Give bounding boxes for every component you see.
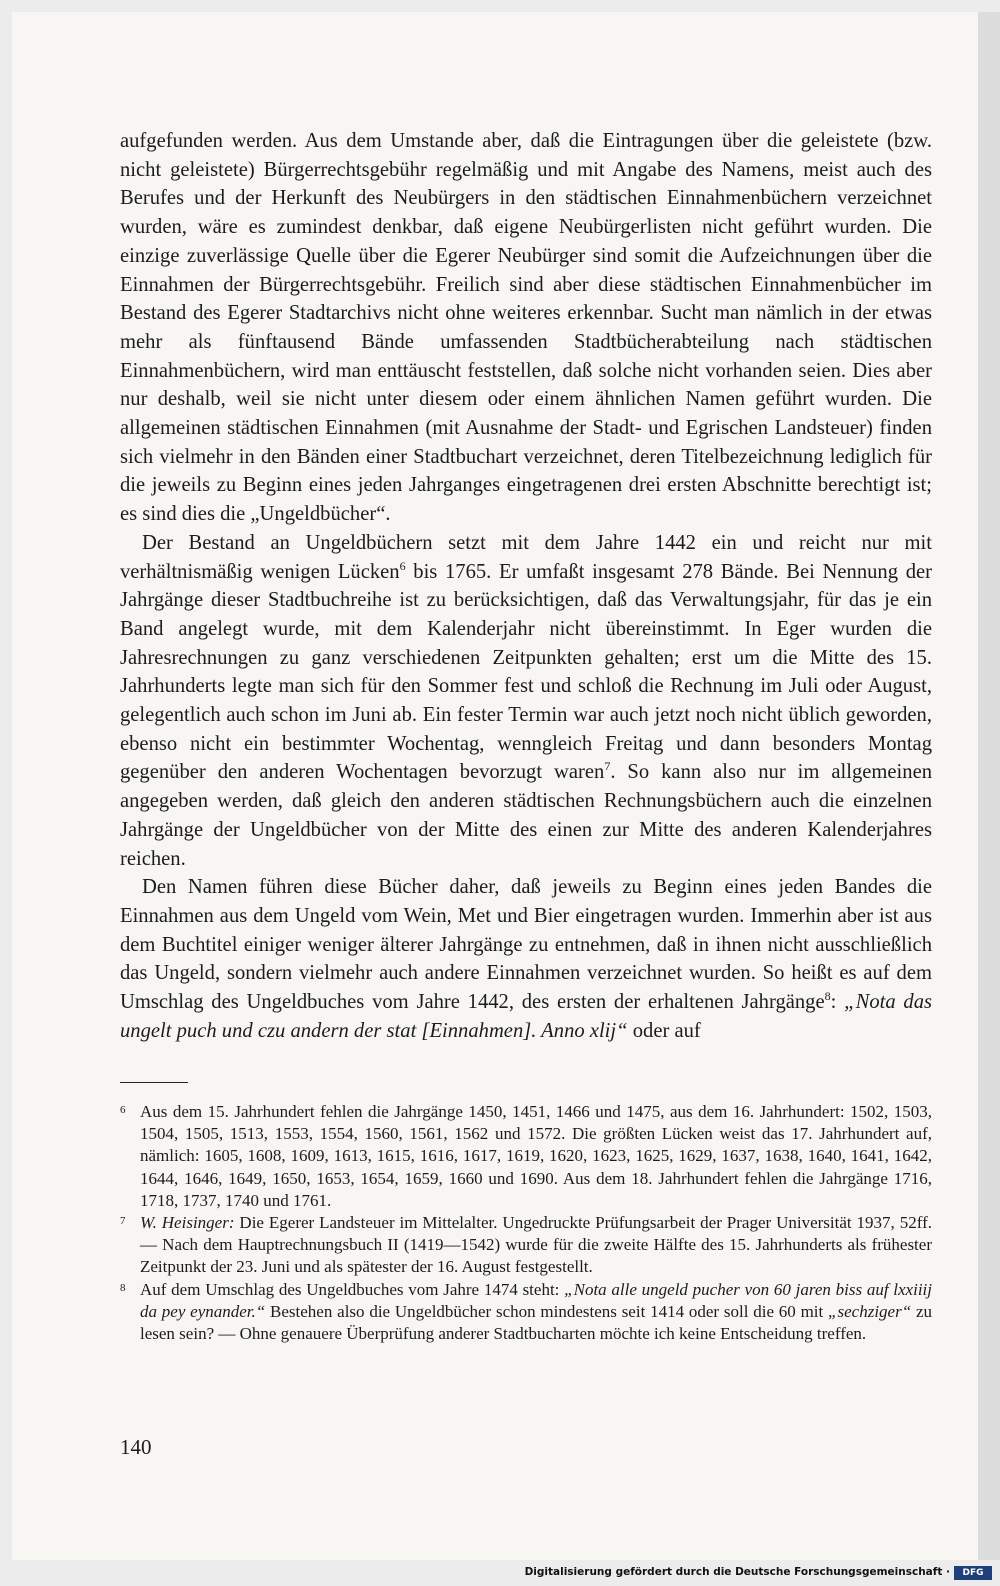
- footnote-number: 7: [120, 1215, 126, 1228]
- footnote-divider: [120, 1082, 188, 1083]
- paragraph: aufgefunden werden. Aus dem Umstande aber, daß die Eintragungen über die geleistete (bzw. nicht geleistete) Bürgerrechtsgebühr regelmäßig und mit Angabe des Namens, meist auch des Berufes und der Herkunft des Neubürgers in den städtischen Einnahmenbüchern verzeichnet wurden, wäre es zumindest denkbar, daß eigene Neubürgerlisten nicht geführt wurden. Die einzige zuverlässige Quelle über die Egerer Neubürger sind somit die Aufzeichnungen über die Einnahmen der Bürgerrechtsgebühr. Freilich sind aber diese städtischen Einnahmenbücher im Bestand des Egerer Stadtarchivs nicht ohne weiteres erkennbar. Sucht man nämlich in der etwas mehr als fünftausend Bände umfassenden Stadtbücherabteilung nach städtischen Einnahmenbüchern, wird man enttäuscht feststellen, daß solche nicht vorhanden seien. Dies aber nur deshalb, weil sie nicht unter diesem oder einem ähnlichen Namen geführt wurden. Die allgemeinen städtischen Einnahmen (mit Ausnahme der Stadt- und Egrischen Landsteuer) finden sich vielmehr in den Bänden einer Stadtbuchart verzeichnet, deren Titelbezeichnung lediglich für die jeweils zu Beginn eines jeden Jahrganges eingetragenen drei ersten Abschnitte berechtigt ist; es sind dies die „Ungeldbücher“.: [120, 130, 932, 526]
- footnote: [120, 1279, 932, 1346]
- author-name: W. Heisinger:: [140, 1213, 235, 1233]
- footnote: [120, 1101, 932, 1212]
- footnote-mark: 8: [824, 989, 831, 1004]
- footnote-mark: 6: [399, 558, 406, 573]
- footnote-number: 8: [120, 1281, 126, 1294]
- page-number: 140: [120, 1435, 152, 1459]
- scan-edge-shadow: [978, 12, 1000, 1560]
- latin-quote: „sechziger“: [828, 1301, 912, 1321]
- paragraph: Der Bestand an Ungeldbüchern setzt mit dem Jahre 1442 ein und reicht nur mit verhältnismäßig wenigen Lücken$^6$ bis 1765. Er umfaßt insgesamt 278 Bände. Bei Nennung der Jahrgänge dieser Stadtbuchreihe ist zu berücksichtigen, daß das Verwaltungsjahr, für das je ein Band angelegt wurde, mit dem Kalenderjahr nicht übereinstimmt. In Eger wurden die Jahresrechnungen zu ganz verschiedenen Zeitpunkten gehalten; erst um die Mitte des 15. Jahrhunderts legte man sich für den Sommer fest und schloß die Rechnung im Juli oder August, gelegentlich auch schon im Juni ab. Ein fester Termin war auch jetzt noch nicht üblich geworden, ebenso nicht ein bestimmter Wochentag, wenngleich Freitag und dann besonders Montag gegenüber den anderen Wochentagen bevorzugt waren$^7$. So kann also nur im allgemeinen angegeben werden, daß gleich den anderen städtischen Rechnungsbüchern auch die einzelnen Jahrgänge der Ungeldbücher von der Mitte des einen zur Mitte des anderen Kalenderjahres reichen.: [120, 531, 933, 870]
- paragraph: Den Namen führen diese Bücher daher, daß jeweils zu Beginn eines jeden Bandes die Einnahmen aus dem Ungeld vom Wein, Met und Bier eingetragen wurden. Immerhin aber ist aus dem Buchtitel einiger weniger älterer Jahrgänge zu entnehmen, daß in ihnen nicht ausschließlich das Ungeld, sondern vielmehr auch andere Einnahmen verzeichnet wurden. So heißt es auf dem Umschlag des Ungeldbuches vom Jahre 1442, des ersten der erhaltenen Jahrgänge$^8$: „Nota das ungelt puch und czu andern der stat [Einnahmen]. Anno xlij“ oder auf: [120, 876, 933, 1042]
- footnote-number: 6: [120, 1104, 126, 1116]
- footnote: [120, 1212, 932, 1279]
- main-text: [120, 127, 932, 1046]
- footnote-text: Auf dem Umschlag des Ungeldbuches vom Jahre 1474 steht: „Nota alle ungeld pucher von 60 jaren biss auf lxxiiij da pey eynander.“ Bestehen also die Ungeldbücher schon mindestens seit 1414 oder soll die 60 mit „sechziger“ zu lesen sein? — Ohne genauere Überprüfung anderer Stadtbucharten möchte ich keine Entscheidung treffen.: [140, 1279, 933, 1344]
- latin-quote: „Nota alle ungeld pucher von 60 jaren biss auf lxxiiij da pey eynander.“: [140, 1279, 932, 1321]
- latin-quote: „Nota das ungelt puch und czu andern der stat [Einnahmen]. Anno xlij“: [120, 991, 933, 1042]
- dfg-logo: DFG: [954, 1566, 992, 1580]
- footnote-text: W. Heisinger: Die Egerer Landsteuer im Mittelalter. Ungedruckte Prüfungsarbeit der Prager Universität 1937, 52ff. — Nach dem Hauptrechnungsbuch II (1419—1542) wurde für die zweite Hälfte des 15. Jahrhunderts als frühester Zeitpunkt der 23. Juni und als spätester der 16. August festgestellt.: [140, 1213, 932, 1277]
- footnotes: [120, 1101, 932, 1345]
- footnote-text: Aus dem 15. Jahrhundert fehlen die Jahrgänge 1450, 1451, 1466 und 1475, aus dem 16. Jahrhundert: 1502, 1503, 1504, 1505, 1513, 1553, 1554, 1560, 1561, 1562 und 1572. Die größten Lücken weist das 17. Jahrhundert auf, nämlich: 1605, 1608, 1609, 1613, 1615, 1616, 1617, 1619, 1620, 1623, 1625, 1629, 1637, 1638, 1640, 1641, 1642, 1644, 1646, 1649, 1650, 1653, 1654, 1659, 1660 und 1690. Aus dem 18. Jahrhundert fehlen die Jahrgänge 1716, 1718, 1737, 1740 und 1761.: [140, 1102, 932, 1210]
- digitization-credit: Digitalisierung gefördert durch die Deutsche Forschungsgemeinschaft ·: [524, 1566, 950, 1578]
- footnote-mark: 7: [604, 759, 611, 774]
